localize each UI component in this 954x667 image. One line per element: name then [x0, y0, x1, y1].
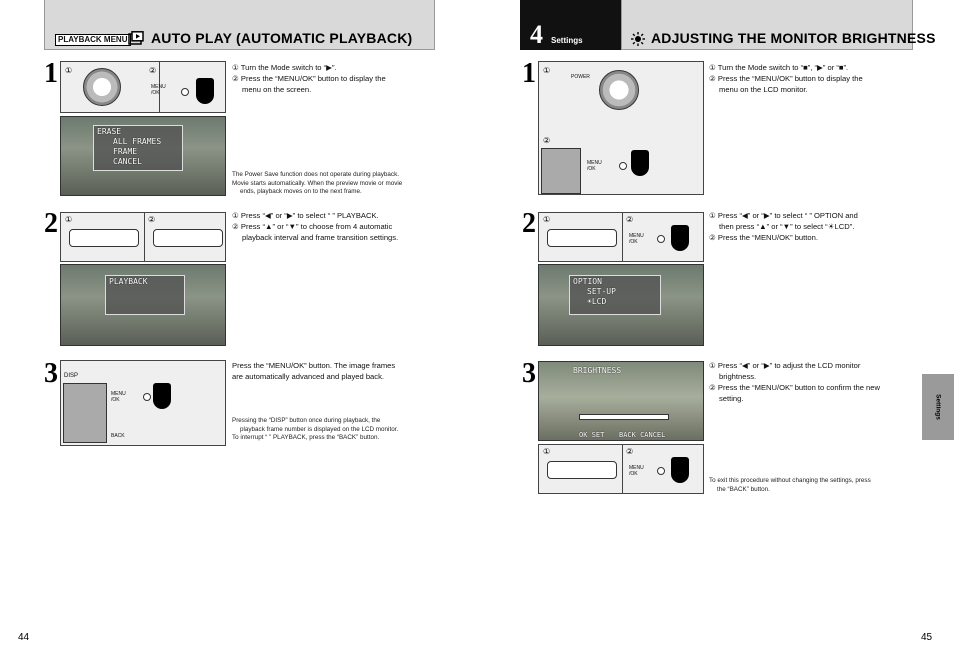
page-number-left: 44 [18, 632, 30, 643]
disp-label: DISP [64, 373, 79, 379]
settings-side-tab: Settings [922, 374, 954, 440]
camera-illustration-back-view [60, 360, 226, 446]
lcd-screen-brightness [538, 361, 704, 441]
mode-dial [83, 68, 121, 106]
lcd-screen-playback-menu [60, 264, 226, 346]
finger-press [196, 78, 214, 104]
osd-footer-cancel: BACK CANCEL [619, 431, 666, 439]
lcd-monitor [63, 383, 107, 443]
menu-ok-label: MENU /OK [629, 233, 644, 245]
step-3-notes: To exit this procedure without changing the settings, press the “BACK” button. [709, 477, 871, 493]
step-2-instructions: ① Press “◀” or “▶” to select “ ” OPTION and then press “▲” or “▼” to select “☀LCD”. ② Press the “MENU/OK” button. [709, 211, 858, 242]
mode-dial [599, 70, 639, 110]
step-marker-1: ① [65, 66, 73, 75]
camera-illustration-arrow-keys [60, 212, 226, 262]
step-number: 3 [522, 358, 536, 389]
screen-menu-text: PLAYBACK [109, 277, 148, 286]
step-marker-2: ② [148, 215, 156, 224]
page-number-right: 45 [921, 632, 933, 643]
left-page-title: AUTO PLAY (AUTOMATIC PLAYBACK) [151, 30, 413, 46]
camera-illustration-mode-switch [60, 61, 226, 113]
camera-illustration-arrow-keys [538, 212, 704, 262]
finger-press [671, 457, 689, 483]
step-marker-2: ② [543, 136, 551, 145]
menu-ok-label: MENU /OK [587, 160, 602, 172]
chapter-label: Settings [551, 36, 583, 45]
brightness-title: BRIGHTNESS [573, 366, 622, 375]
lcd-monitor [541, 148, 581, 194]
step-number: 1 [44, 58, 58, 89]
finger-press [631, 150, 649, 176]
step-marker-1: ① [543, 447, 551, 456]
step-number: 3 [44, 358, 58, 389]
step-3-notes: Pressing the “DISP” button once during playback, the playback frame number is displayed on the LCD monitor. To interrupt “ ” PLAYBACK, press the “BACK” button. [232, 417, 399, 441]
menu-ok-label: MENU /OK [151, 84, 166, 96]
step-3-instructions: ① Press “◀” or “▶” to adjust the LCD monitor brightness. ② Press the “MENU/OK” button to confirm the new setting. [709, 361, 880, 403]
step-3-instructions: Press the “MENU/OK” button. The image frames are automatically advanced and played back. [232, 361, 396, 381]
menu-ok-button [657, 235, 665, 243]
chapter-tab [520, 0, 621, 50]
menu-ok-label: MENU /OK [629, 465, 644, 477]
finger-press [671, 225, 689, 251]
screen-menu-text: ERASE ALL FRAMES FRAME CANCEL [97, 127, 162, 166]
left-right-keys [69, 229, 139, 247]
step-1-instructions: ① Turn the Mode switch to “■”, “▶” or “■”. ② Press the “MENU/OK” button to display the menu on the LCD monitor. [709, 63, 863, 94]
step-number: 2 [44, 208, 58, 239]
camera-illustration-arrow-keys [538, 444, 704, 494]
brightness-slider [579, 414, 669, 420]
playback-menu-badge: PLAYBACK MENU [55, 34, 131, 46]
left-right-keys [547, 461, 617, 479]
step-1-notes: The Power Save function does not operate during playback. Movie starts automatically. When the preview movie or movie ends, playback moves on to the next frame. [232, 171, 403, 195]
menu-ok-label: MENU /OK [111, 391, 126, 403]
step-marker-2: ② [149, 66, 157, 75]
menu-ok-button [181, 88, 189, 96]
step-marker-1: ① [543, 215, 551, 224]
step-number: 2 [522, 208, 536, 239]
direction-keys [547, 229, 617, 247]
lcd-screen-erase-menu [60, 116, 226, 196]
screen-menu-text: OPTION SET-UP ☀LCD [573, 277, 616, 306]
menu-ok-button [657, 467, 665, 475]
step-1-instructions: ① Turn the Mode switch to “▶”. ② Press the “MENU/OK” button to display the menu on the screen. [232, 63, 386, 94]
lcd-screen-option-menu [538, 264, 704, 346]
back-label: BACK [111, 433, 125, 439]
finger-press [153, 383, 171, 409]
auto-play-icon [128, 31, 144, 45]
power-label: POWER [571, 74, 590, 80]
chapter-number: 4 [530, 20, 543, 49]
camera-illustration-top-and-back [538, 61, 704, 195]
step-number: 1 [522, 58, 536, 89]
step-marker-1: ① [543, 66, 551, 75]
step-marker-2: ② [626, 447, 634, 456]
step-marker-1: ① [65, 215, 73, 224]
step-2-instructions: ① Press “◀” or “▶” to select “ ” PLAYBACK. ② Press “▲” or “▼” to choose from 4 automatic playback interval and frame transition settings. [232, 211, 399, 242]
brightness-icon [631, 32, 645, 46]
step-marker-2: ② [626, 215, 634, 224]
menu-ok-button [619, 162, 627, 170]
right-page-title: ADJUSTING THE MONITOR BRIGHTNESS [651, 30, 936, 46]
menu-ok-button [143, 393, 151, 401]
osd-footer-set: OK SET [579, 431, 605, 439]
up-down-keys [153, 229, 223, 247]
